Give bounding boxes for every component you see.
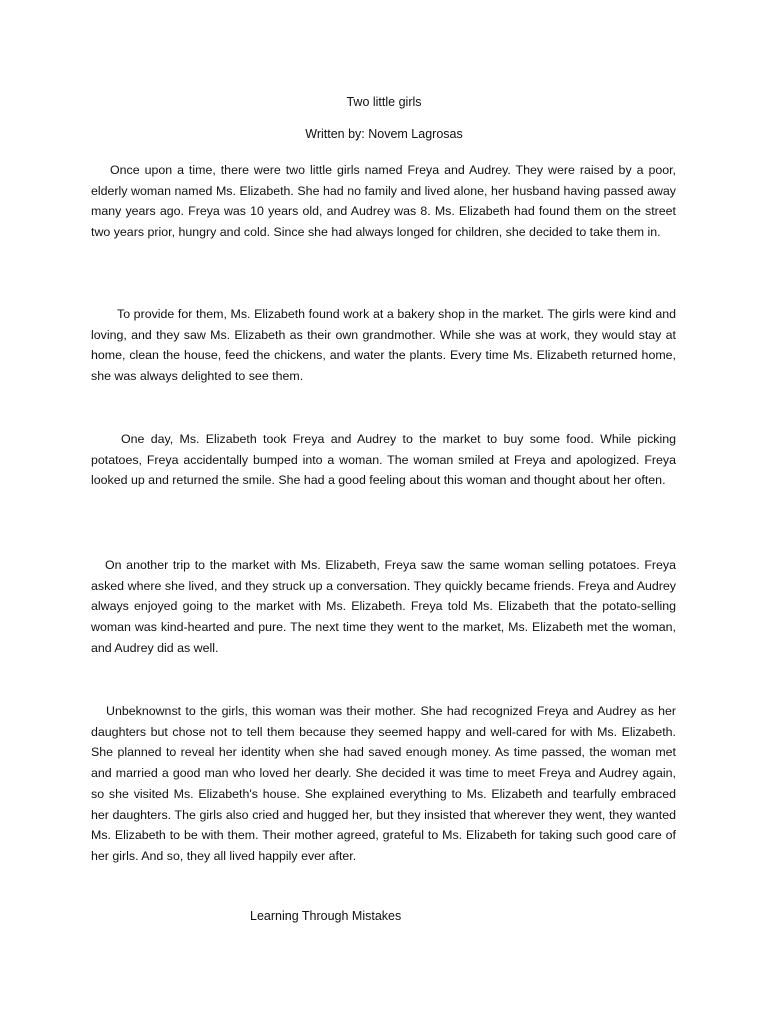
story-paragraph-5: Unbeknownst to the girls, this woman was their mother. She had recognized Freya and Audrey as her daughters but chose not to tell them because they seemed happy and well-cared for with Ms. Elizabeth. She planned to reveal her identity when she had saved enough money. As time passed, the woman met and married a good man who loved her dearly. She decided it was time to meet Freya and Audrey again, so she visited Ms. Elizabeth's house. She explained everything to Ms. Elizabeth and tearfully embraced her daughters. The girls also cried and hugged her, but they insisted that wherever they went, they wanted Ms. Elizabeth to be with them. Their mother agreed, grateful to Ms. Elizabeth for taking such good care of her girls. And so, they all lived happily ever after. <box>91 704 676 863</box>
story-paragraph-4: On another trip to the market with Ms. Elizabeth, Freya saw the same woman selling potatoes. Freya asked where she lived, and they struck up a conversation. They quickly became friends. Freya and Audrey always enjoyed going to the market with Ms. Elizabeth. Freya told Ms. Elizabeth that the potato-selling woman was kind-hearted and pure. The next time they went to the market, Ms. Elizabeth met the woman, and Audrey did as well. <box>91 558 676 655</box>
story-paragraph-1: Once upon a time, there were two little girls named Freya and Audrey. They were raised by a poor, elderly woman named Ms. Elizabeth. She had no family and lived alone, her husband having passed away many years ago. Freya was 10 years old, and Audrey was 8. Ms. Elizabeth had found them on the street two years prior, hungry and cold. Since she had always longed for children, she decided to take them in. <box>91 163 676 240</box>
story-paragraph-2: To provide for them, Ms. Elizabeth found work at a bakery shop in the market. The girls were kind and loving, and they saw Ms. Elizabeth as their own grandmother. While she was at work, they would stay at home, clean the house, feed the chickens, and water the plants. Every time Ms. Elizabeth returned home, she was always delighted to see them. <box>91 307 676 384</box>
story-title: Two little girls <box>346 95 422 109</box>
author-line: Written by: Novem Lagrosas <box>305 127 463 141</box>
next-story-title: Learning Through Mistakes <box>250 909 402 923</box>
story-paragraph-3: One day, Ms. Elizabeth took Freya and Audrey to the market to buy some food. While picking potatoes, Freya accidentally bumped into a woman. The woman smiled at Freya and apologized. Freya looked up and returned the smile. She had a good feeling about this woman and thought about her often. <box>91 432 676 488</box>
